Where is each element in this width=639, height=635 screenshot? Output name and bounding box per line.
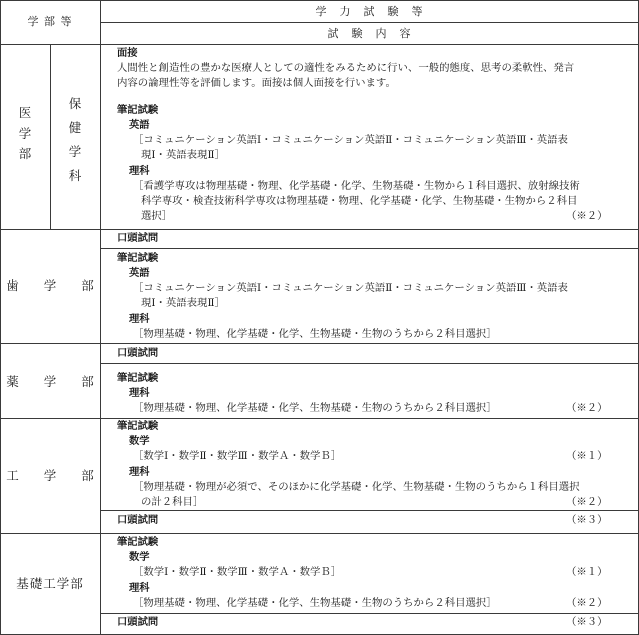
pharmacy-name: 薬 学 部 — [6, 374, 94, 389]
dentistry-english-line-2: 現Ⅰ・英語表現Ⅱ］ — [141, 297, 225, 309]
fundamental-oral-note: （※３） — [566, 616, 608, 628]
dentistry-english-label: 英語 — [129, 267, 150, 279]
medicine-science-line-1: ［看護学専攻は物理基礎・物理、化学基礎・化学、生物基礎・生物から１科目選択、放射線技術 — [133, 180, 580, 192]
dentistry-science-line: ［物理基礎・物理、化学基礎・化学、生物基礎・生物のうちから２科目選択］ — [133, 328, 497, 340]
engineering-science-note: （※２） — [566, 496, 608, 508]
engineering-science-line-2: の計２科目］ — [141, 496, 204, 508]
medicine-interview-line-1: 人間性と創造性の豊かな医療人としての適性をみるために行い、一般的態度、思考の柔軟性、発言 — [117, 62, 575, 74]
fundamental-written-label: 筆記試験 — [117, 536, 159, 548]
medicine-science-line-3: 選択］ — [141, 210, 173, 222]
dentistry-name: 歯 学 部 — [6, 278, 94, 293]
row-rule-engineering — [0, 533, 639, 534]
medicine-interview-label: 面接 — [117, 47, 138, 59]
medicine-science-line-2: 科学専攻・検査技術科学専攻は物理基礎・物理、化学基礎・化学、生物基礎・生物から２科目 — [141, 195, 578, 207]
table-border-top — [0, 0, 639, 1]
medicine-science-label: 理科 — [129, 165, 150, 177]
medicine-english-line-2: 現Ⅰ・英語表現Ⅱ］ — [141, 149, 225, 161]
medicine-name: 医 学 部 — [18, 105, 32, 161]
row-rule-dentistry — [0, 343, 639, 344]
pharmacy-written-label: 筆記試験 — [117, 372, 159, 384]
fundamental-oral-label: 口頭試問 — [117, 616, 159, 628]
dentistry-oral-label: 口頭試問 — [117, 232, 159, 244]
engineering-name: 工 学 部 — [6, 468, 94, 483]
row-rule-pharmacy — [0, 418, 639, 419]
header-content: 試 験 内 容 — [327, 27, 412, 40]
header-bottom-rule — [0, 44, 639, 45]
engineering-science-label: 理科 — [129, 466, 150, 478]
engineering-math-note: （※１） — [566, 450, 608, 462]
table-border-left — [0, 0, 1, 635]
medicine-science-note: （※２） — [566, 210, 608, 222]
header-divider — [100, 22, 639, 23]
subrule-fundamental-oral — [100, 613, 639, 614]
medicine-interview-line-2: 内容の論理性等を評価します。面接は個人面接を行います。 — [117, 77, 396, 89]
medicine-written-label: 筆記試験 — [117, 104, 159, 116]
pharmacy-science-note: （※２） — [566, 402, 608, 414]
fundamental-science-label: 理科 — [129, 582, 150, 594]
engineering-oral-label: 口頭試問 — [117, 514, 159, 526]
medicine-english-line-1: ［コミュニケーション英語Ⅰ・コミュニケーション英語Ⅱ・コミュニケーション英語Ⅲ・英語表 — [133, 134, 568, 146]
fundamental-engineering-name: 基礎工学部 — [16, 576, 84, 591]
fundamental-math-line: ［数学Ⅰ・数学Ⅱ・数学Ⅲ・数学Ａ・数学Ｂ］ — [133, 566, 342, 578]
dentistry-written-label: 筆記試験 — [117, 252, 159, 264]
subrule-dentistry-oral — [100, 248, 639, 249]
medicine-dept-name: 保 健 学 科 — [68, 96, 82, 183]
column-divider — [100, 0, 101, 635]
subrule-pharmacy-oral — [100, 363, 639, 364]
pharmacy-oral-label: 口頭試問 — [117, 347, 159, 359]
header-faculty: 学 部 等 — [27, 15, 73, 28]
pharmacy-science-line: ［物理基礎・物理、化学基礎・化学、生物基礎・生物のうちから２科目選択］ — [133, 402, 497, 414]
engineering-math-line: ［数学Ⅰ・数学Ⅱ・数学Ⅲ・数学Ａ・数学Ｂ］ — [133, 450, 342, 462]
fundamental-math-label: 数学 — [129, 551, 150, 563]
fundamental-science-note: （※２） — [566, 597, 608, 609]
engineering-science-line-1: ［物理基礎・物理が必須で、そのほかに化学基礎・化学、生物基礎・生物のうちから１科目選択 — [133, 481, 580, 493]
medicine-sub-divider — [50, 44, 51, 229]
engineering-written-label: 筆記試験 — [117, 420, 159, 432]
fundamental-science-line: ［物理基礎・物理、化学基礎・化学、生物基礎・生物のうちから２科目選択］ — [133, 597, 497, 609]
header-exam: 学 力 試 験 等 — [315, 5, 424, 18]
dentistry-english-line-1: ［コミュニケーション英語Ⅰ・コミュニケーション英語Ⅱ・コミュニケーション英語Ⅲ・英語表 — [133, 282, 568, 294]
row-rule-medicine — [0, 229, 639, 230]
dentistry-science-label: 理科 — [129, 313, 150, 325]
pharmacy-science-label: 理科 — [129, 387, 150, 399]
medicine-english-label: 英語 — [129, 119, 150, 131]
engineering-oral-note: （※３） — [566, 514, 608, 526]
fundamental-math-note: （※１） — [566, 566, 608, 578]
engineering-math-label: 数学 — [129, 435, 150, 447]
